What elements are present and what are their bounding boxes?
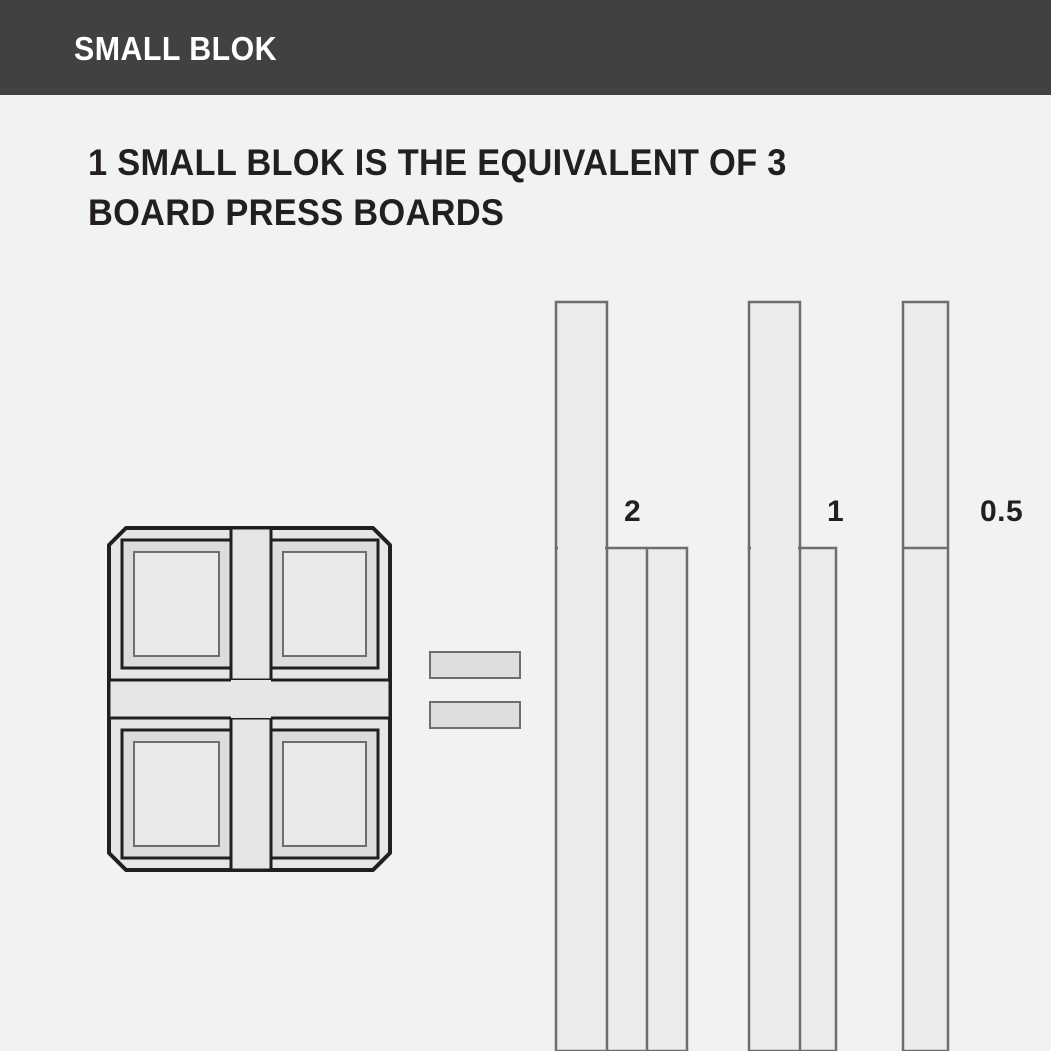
blok-recess-bottom-right-inner: [283, 742, 366, 846]
small-blok-graphic: [109, 528, 390, 870]
press-board-2-graphic: [556, 302, 687, 1051]
board-1-upper: [749, 302, 800, 548]
headline-line-2: BOARD PRESS BOARDS: [88, 192, 505, 233]
equals-bar-bottom: [430, 702, 520, 728]
press-board-1-label: 1: [827, 495, 845, 528]
board-1-lower: [749, 548, 836, 1051]
press-board-0-5-label: 0.5: [980, 495, 1024, 528]
board-05-body: [903, 302, 948, 1051]
headline-line-1: 1 SMALL BLOK IS THE EQUIVALENT OF 3: [88, 142, 787, 183]
press-board-2-label: 2: [624, 495, 642, 528]
press-board-1-graphic: [749, 302, 836, 1051]
press-board-0-5-graphic: [903, 302, 948, 1051]
equals-sign: [430, 652, 520, 728]
page-title: SMALL BLOK: [74, 30, 278, 67]
board-2-upper: [556, 302, 607, 548]
blok-recess-bottom-left-inner: [134, 742, 219, 846]
equals-bar-top: [430, 652, 520, 678]
blok-rib-crossing: [231, 680, 271, 718]
blok-recess-top-right-inner: [283, 552, 366, 656]
blok-recess-top-left-inner: [134, 552, 219, 656]
board-2-lower: [556, 548, 687, 1051]
